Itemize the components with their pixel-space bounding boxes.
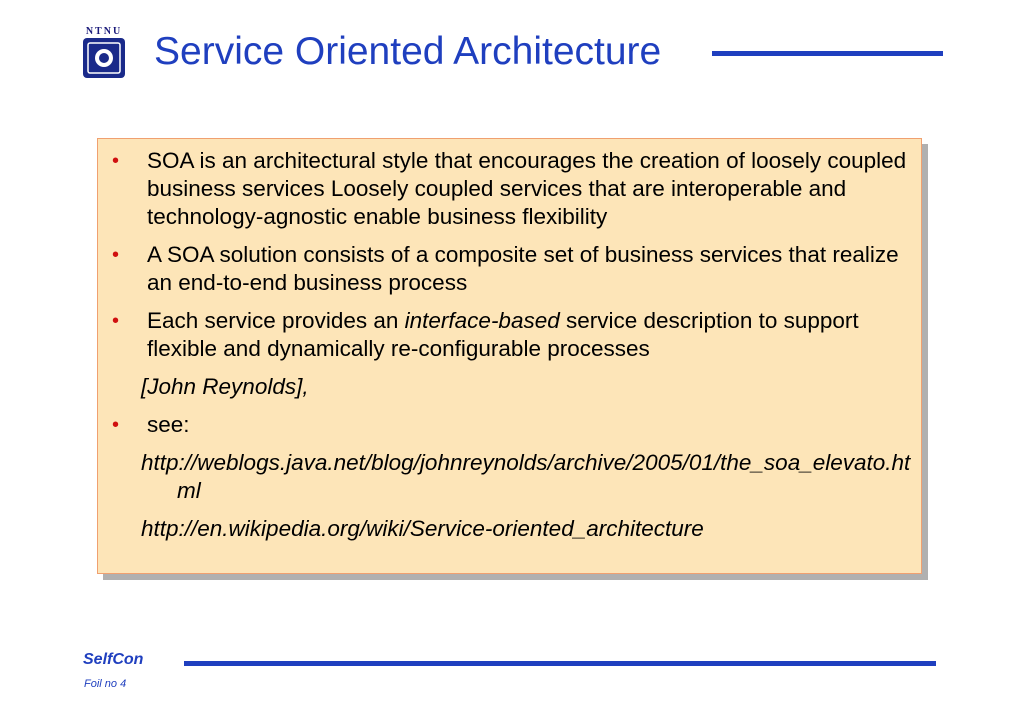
link-item[interactable]	[98, 449, 921, 505]
logo-text: NTNU	[85, 26, 123, 37]
bullet-item	[98, 411, 921, 439]
slide-title: Service Oriented Architecture	[154, 30, 662, 73]
bullet-text-after: service description to support flexible and dynamically re-configurable processes	[147, 308, 859, 361]
link-wikipedia[interactable]: http://en.wikipedia.org/wiki/Service-oriented_architecture	[141, 516, 704, 541]
bullet-list	[98, 147, 921, 553]
footer-rule	[184, 661, 936, 666]
link-weblogs[interactable]: http://weblogs.java.net/blog/johnreynolds/archive/2005/01/the_soa_elevato.html	[141, 450, 911, 503]
bullet-text-italic: interface-based	[404, 308, 560, 333]
see-label: see:	[147, 412, 190, 437]
link-item[interactable]	[98, 515, 921, 543]
bullet-text: SOA is an architectural style that encourages the creation of loosely coupled business services Loosely coupled services that are interoperable and technology-agnostic enable business flexibility	[147, 148, 907, 229]
bullet-item	[98, 147, 921, 231]
ntnu-logo-icon	[83, 38, 125, 78]
bullet-dot-icon: •	[112, 414, 120, 436]
foil-number: Foil no 4	[84, 678, 127, 690]
content-box	[97, 138, 922, 574]
bullet-text: A SOA solution consists of a composite set of business services that realize an end-to-end business process	[147, 242, 899, 295]
bullet-text-before: Each service provides an	[147, 308, 405, 333]
title-rule	[712, 51, 943, 56]
footer-brand: SelfCon	[83, 651, 144, 668]
citation-line	[98, 373, 921, 401]
bullet-dot-icon: •	[112, 310, 120, 332]
bullet-item	[98, 241, 921, 297]
bullet-dot-icon: •	[112, 244, 120, 266]
citation: [John Reynolds],	[141, 374, 309, 399]
bullet-dot-icon: •	[112, 150, 120, 172]
bullet-item	[98, 307, 921, 363]
ntnu-logo	[82, 26, 126, 80]
